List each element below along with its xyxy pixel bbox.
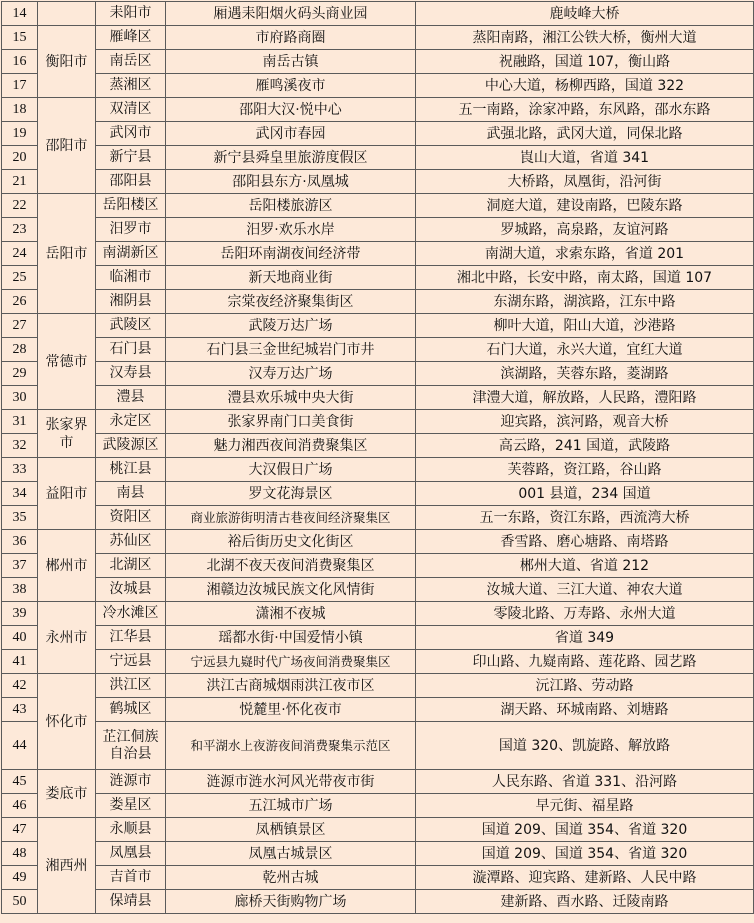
row-number: 47 [2,818,38,842]
table-row [2,266,754,290]
district-cell: 娄星区 [96,794,166,818]
roads-cell: 印山路、九嶷南路、莲花路、园艺路 [416,650,754,674]
row-number: 45 [2,770,38,794]
roads-cell: 001 县道，234 国道 [416,482,754,506]
district-cell: 宁远县 [96,650,166,674]
city-cell: 邵阳市 [38,98,96,194]
row-number: 38 [2,578,38,602]
venue-cell: 邵阳大汉·悦中心 [166,98,416,122]
row-number: 24 [2,242,38,266]
table-row [2,362,754,386]
table-row [2,314,754,338]
city-cell: 衡阳市 [38,26,96,98]
venue-cell: 汨罗·欢乐水岸 [166,218,416,242]
roads-cell: 崀山大道，省道 341 [416,146,754,170]
row-number: 30 [2,386,38,410]
venue-cell: 厢遇耒阳烟火码头商业园 [166,2,416,26]
row-number: 16 [2,50,38,74]
row-number: 37 [2,554,38,578]
roads-cell: 鹿岐峰大桥 [416,2,754,26]
venue-cell: 瑶都水街·中国爱情小镇 [166,626,416,650]
row-number: 50 [2,890,38,914]
table-row [2,122,754,146]
district-cell: 新宁县 [96,146,166,170]
city-cell: 湘西州 [38,818,96,914]
district-cell: 芷江侗族自治县 [96,722,166,770]
city-cell: 益阳市 [38,458,96,530]
row-number: 32 [2,434,38,458]
table-row [2,386,754,410]
roads-cell: 香雪路、磨心塘路、南塔路 [416,530,754,554]
city-cell [38,2,96,26]
roads-cell: 国道 209、国道 354、省道 320 [416,842,754,866]
district-cell: 南县 [96,482,166,506]
venue-cell: 宗棠夜经济聚集街区 [166,290,416,314]
venue-cell: 雁鸣溪夜市 [166,74,416,98]
table-row [2,770,754,794]
roads-cell: 滨湖路，芙蓉东路，菱湖路 [416,362,754,386]
table-row [2,434,754,458]
venue-cell: 宁远县九嶷时代广场夜间消费聚集区 [166,650,416,674]
venue-cell: 岳阳楼旅游区 [166,194,416,218]
row-number: 17 [2,74,38,98]
roads-cell: 汝城大道、三江大道、神农大道 [416,578,754,602]
row-number: 27 [2,314,38,338]
venue-cell: 廊桥天街购物广场 [166,890,416,914]
roads-cell: 迎宾路，滨河路，观音大桥 [416,410,754,434]
city-cell: 岳阳市 [38,194,96,314]
district-cell: 北湖区 [96,554,166,578]
district-cell: 资阳区 [96,506,166,530]
table-row [2,290,754,314]
table-row [2,74,754,98]
venue-cell: 罗文花海景区 [166,482,416,506]
table-row [2,722,754,770]
district-cell: 永顺县 [96,818,166,842]
district-cell: 湘阴县 [96,290,166,314]
venue-cell: 湘赣边汝城民族文化风情街 [166,578,416,602]
venue-cell: 凤凰古城景区 [166,842,416,866]
venue-cell: 武陵万达广场 [166,314,416,338]
row-number: 14 [2,2,38,26]
table-row [2,242,754,266]
row-number: 36 [2,530,38,554]
venue-cell: 魅力湘西夜间消费聚集区 [166,434,416,458]
city-cell: 常德市 [38,314,96,410]
table-row [2,794,754,818]
row-number: 29 [2,362,38,386]
venue-cell: 南岳古镇 [166,50,416,74]
roads-cell: 津澧大道，解放路，人民路，澧阳路 [416,386,754,410]
roads-cell: 国道 209、国道 354、省道 320 [416,818,754,842]
venue-cell: 裕后街历史文化街区 [166,530,416,554]
venue-cell: 石门县三金世纪城岩门市井 [166,338,416,362]
city-cell: 怀化市 [38,674,96,770]
district-cell: 涟源市 [96,770,166,794]
district-cell: 双清区 [96,98,166,122]
venue-cell: 新天地商业街 [166,266,416,290]
district-cell: 武冈市 [96,122,166,146]
table-row [2,194,754,218]
table-row [2,554,754,578]
district-cell: 桃江县 [96,458,166,482]
row-number: 28 [2,338,38,362]
district-cell: 汝城县 [96,578,166,602]
venue-cell: 商业旅游街明清古巷夜间经济聚集区 [166,506,416,530]
roads-cell: 柳叶大道，阳山大道，沙港路 [416,314,754,338]
table-row [2,98,754,122]
row-number: 31 [2,410,38,434]
table-row [2,2,754,26]
roads-cell: 东湖东路，湖滨路，江东中路 [416,290,754,314]
table-row [2,650,754,674]
district-cell: 保靖县 [96,890,166,914]
row-number: 44 [2,722,38,770]
venue-cell: 澧县欢乐城中央大街 [166,386,416,410]
table-row [2,602,754,626]
venue-cell: 市府路商圈 [166,26,416,50]
roads-cell: 芙蓉路，资江路，谷山路 [416,458,754,482]
row-number: 26 [2,290,38,314]
roads-cell: 大桥路，凤凰街，沿河街 [416,170,754,194]
row-number: 48 [2,842,38,866]
district-cell: 雁峰区 [96,26,166,50]
row-number: 34 [2,482,38,506]
venue-cell: 张家界南门口美食街 [166,410,416,434]
table-row [2,842,754,866]
row-number: 20 [2,146,38,170]
venue-cell: 和平湖水上夜游夜间消费聚集示范区 [166,722,416,770]
venue-cell: 悦麓里·怀化夜市 [166,698,416,722]
roads-cell: 洞庭大道，建设南路，巴陵东路 [416,194,754,218]
venue-cell: 洪江古商城烟雨洪江夜市区 [166,674,416,698]
table-row [2,218,754,242]
roads-cell: 五一东路，资江东路，西流湾大桥 [416,506,754,530]
venue-cell: 凤栖镇景区 [166,818,416,842]
row-number: 35 [2,506,38,530]
roads-cell: 祝融路，国道 107，衡山路 [416,50,754,74]
district-cell: 永定区 [96,410,166,434]
table-row [2,698,754,722]
row-number: 39 [2,602,38,626]
city-cell: 娄底市 [38,770,96,818]
district-cell: 吉首市 [96,866,166,890]
district-cell: 凤凰县 [96,842,166,866]
row-number: 43 [2,698,38,722]
venue-cell: 乾州古城 [166,866,416,890]
roads-cell: 中心大道，杨柳西路，国道 322 [416,74,754,98]
row-number: 33 [2,458,38,482]
row-number: 23 [2,218,38,242]
district-cell: 武陵源区 [96,434,166,458]
roads-cell: 湖天路、环城南路、刘塘路 [416,698,754,722]
district-cell: 武陵区 [96,314,166,338]
roads-cell: 湘北中路，长安中路，南太路，国道 107 [416,266,754,290]
row-number: 15 [2,26,38,50]
venue-cell: 汉寿万达广场 [166,362,416,386]
city-cell: 永州市 [38,602,96,674]
district-cell: 江华县 [96,626,166,650]
row-number: 18 [2,98,38,122]
venue-cell: 涟源市涟水河风光带夜市街 [166,770,416,794]
district-cell: 鹤城区 [96,698,166,722]
table-row [2,626,754,650]
row-number: 21 [2,170,38,194]
roads-cell: 零陵北路、万寿路、永州大道 [416,602,754,626]
row-number: 46 [2,794,38,818]
district-cell: 澧县 [96,386,166,410]
table-row [2,674,754,698]
roads-cell: 国道 320、凯旋路、解放路 [416,722,754,770]
roads-cell: 省道 349 [416,626,754,650]
district-cell: 临湘市 [96,266,166,290]
district-cell: 汉寿县 [96,362,166,386]
venue-cell: 武冈市春园 [166,122,416,146]
district-cell: 南湖新区 [96,242,166,266]
table-row [2,410,754,434]
table-row [2,458,754,482]
table-row [2,866,754,890]
table-row [2,26,754,50]
roads-cell: 五一南路，涂家冲路，东风路，邵水东路 [416,98,754,122]
row-number: 49 [2,866,38,890]
table-row [2,506,754,530]
row-number: 22 [2,194,38,218]
district-cell: 冷水滩区 [96,602,166,626]
roads-cell: 南湖大道，求索东路，省道 201 [416,242,754,266]
row-number: 19 [2,122,38,146]
venue-cell: 大汉假日广场 [166,458,416,482]
venue-cell: 邵阳县东方·凤凰城 [166,170,416,194]
table-row [2,530,754,554]
district-cell: 岳阳楼区 [96,194,166,218]
table-row [2,578,754,602]
roads-cell: 武强北路，武冈大道，同保北路 [416,122,754,146]
table-row [2,50,754,74]
district-cell: 汨罗市 [96,218,166,242]
roads-cell: 早元街、福星路 [416,794,754,818]
city-cell: 郴州市 [38,530,96,602]
roads-cell: 沅江路、劳动路 [416,674,754,698]
row-number: 42 [2,674,38,698]
district-cell: 邵阳县 [96,170,166,194]
roads-cell: 罗城路，高泉路，友谊河路 [416,218,754,242]
table-row [2,146,754,170]
venue-cell: 五江城市广场 [166,794,416,818]
roads-cell: 蒸阳南路，湘江公铁大桥，衡州大道 [416,26,754,50]
roads-cell: 郴州大道、省道 212 [416,554,754,578]
roads-cell: 高云路，241 国道，武陵路 [416,434,754,458]
district-cell: 洪江区 [96,674,166,698]
venue-cell: 北湖不夜天夜间消费聚集区 [166,554,416,578]
table-row [2,818,754,842]
row-number: 40 [2,626,38,650]
table-row [2,170,754,194]
table-row [2,890,754,914]
row-number: 25 [2,266,38,290]
table-row [2,482,754,506]
district-cell: 石门县 [96,338,166,362]
roads-cell: 人民东路、省道 331、沿河路 [416,770,754,794]
table-row [2,338,754,362]
night-economy-table [1,1,754,914]
city-cell: 张家界市 [38,410,96,458]
roads-cell: 建新路、酉水路、迁陵南路 [416,890,754,914]
district-cell: 苏仙区 [96,530,166,554]
venue-cell: 潇湘不夜城 [166,602,416,626]
row-number: 41 [2,650,38,674]
roads-cell: 石门大道，永兴大道，宜红大道 [416,338,754,362]
roads-cell: 漩潭路、迎宾路、建新路、人民中路 [416,866,754,890]
district-cell: 耒阳市 [96,2,166,26]
venue-cell: 岳阳环南湖夜间经济带 [166,242,416,266]
venue-cell: 新宁县舜皇里旅游度假区 [166,146,416,170]
district-cell: 南岳区 [96,50,166,74]
district-cell: 蒸湘区 [96,74,166,98]
